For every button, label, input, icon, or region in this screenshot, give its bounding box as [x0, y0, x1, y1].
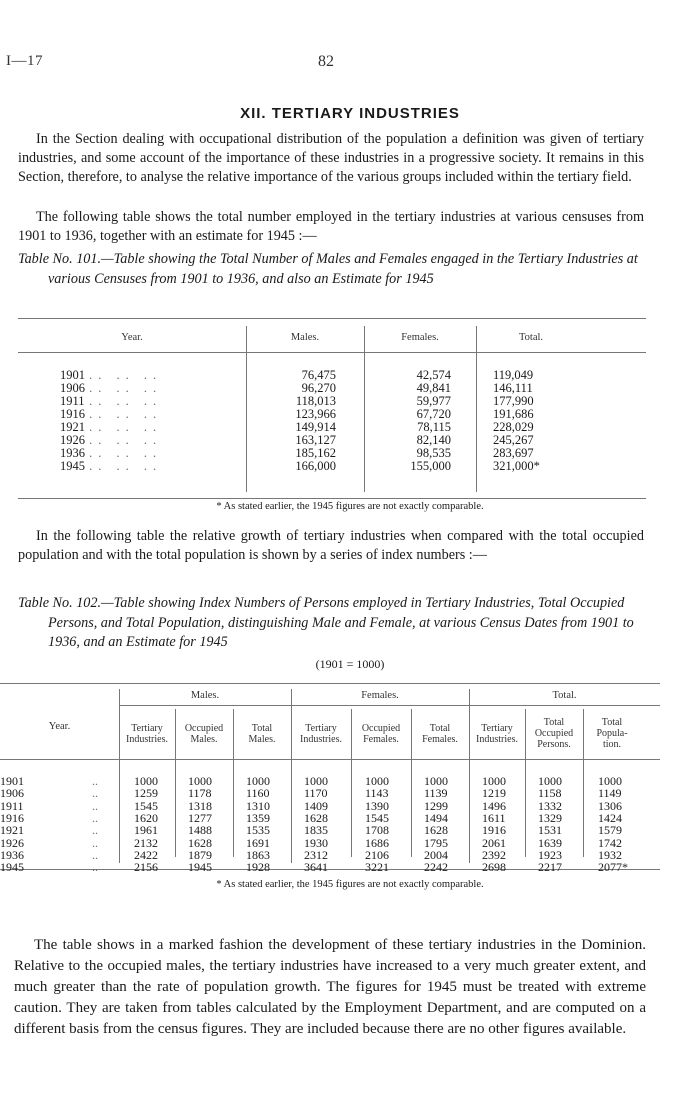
year-cell: 1926 [0, 835, 24, 850]
subheader-occupied-females: Occupied Females. [361, 723, 401, 745]
index-cell: 1219 [482, 786, 506, 801]
index-cell: 1329 [538, 810, 562, 825]
year-cell: 1906 [0, 786, 24, 801]
year-cell: 1901 [60, 368, 85, 382]
index-cell: 1306 [598, 798, 622, 813]
index-cell: 1863 [246, 847, 270, 862]
index-cell: 1932 [598, 847, 622, 862]
index-cell: 1170 [304, 786, 328, 801]
index-cell: 1390 [365, 798, 389, 813]
total-cell: 283,697 [493, 446, 534, 460]
index-cell: 1611 [482, 810, 506, 825]
subheader-total-population: Total Popula- tion. [596, 717, 628, 750]
index-cell: 2132 [134, 835, 158, 850]
table-101: Year. Males. Females. Total. 1901 .. .. .. 76,475 42,574 119,049 1906 .. .. .. 96,270 49,841 146,111 1911 .. .. .. 118,013 59,977 177,990 1916 .. .. .. 123,966 67,720 191,686 1921 .. .. .. 149,914 78,115 228,029 1926 .. .. .. 163,127 82,140 245,267 1936 .. .. .. 185,162 98,535 283,697 1945 .. .. .. 166,000 155,000 321,000* [18, 318, 646, 510]
index-cell: 2392 [482, 847, 506, 862]
table-102-caption-text: Table No. 102.—Table showing Index Numbers of Persons employed in Tertiary Industries, Total Occupied Persons, and Total Population, distinguishing Male and Female, at various Census Dates from 1901 to 1936, and an Estimate for 1945 [18, 595, 634, 650]
index-cell: 1000 [538, 774, 562, 788]
table-102-caption [18, 594, 646, 653]
index-cell: 1628 [188, 835, 212, 850]
males-cell: 163,127 [295, 433, 336, 447]
total-cell: 191,686 [493, 407, 534, 421]
index-cell: 1000 [482, 774, 506, 788]
index-cell: 1496 [482, 798, 506, 813]
table-102: Year. Males. Females. Total. Tertiary Industries. Occupied Males. Total Males. Tertiary Industries. Occupied Females. Total Females. Tertiary Industries. Total Occupied Persons. Total Popula- tion. 1901 .. 1000 1000 1000 1000 1000 1000 1000 1000 1000 1906 .. 1259 1178 1160 1170 1143 1139 1219 1158 1149 1911 .. 1545 1318 1310 1409 1390 1299 1496 1332 1306 1916 .. 1620 1277 1359 1628 1545 1494 1611 1329 1424 1921 .. 1961 1488 1535 1835 1708 1628 1916 1531 1579 1926 .. 2132 1628 1691 1930 1686 1795 2061 1639 1742 1936 .. 2422 1879 1863 2312 2106 2004 2392 1923 1932 1945 .. 2156 1945 1928 3641 3221 2242 2698 2217 2077* [0, 683, 660, 873]
index-cell: 1639 [538, 835, 562, 850]
index-cell: 1961 [134, 823, 158, 838]
year-cell: 1936 [0, 847, 24, 862]
index-cell: 1535 [246, 823, 270, 838]
females-cell: 42,574 [416, 368, 451, 382]
year-cell: 1916 [60, 407, 85, 421]
index-cell: 2156 [134, 860, 158, 875]
index-cell: 2312 [304, 847, 328, 862]
total-cell: 321,000* [493, 459, 540, 473]
index-cell: 1424 [598, 810, 622, 825]
subheader-total-males: Total Males. [248, 723, 276, 745]
index-cell: 1143 [365, 786, 389, 801]
index-cell: 3641 [304, 860, 328, 875]
index-cell: 1000 [598, 774, 622, 788]
subheader-occupied-males: Occupied Males. [184, 723, 224, 745]
year-cell: 1936 [60, 446, 85, 460]
females-cell: 49,841 [416, 381, 451, 395]
index-cell: 1000 [188, 774, 212, 788]
females-cell: 78,115 [417, 420, 451, 434]
index-cell: 1494 [424, 810, 448, 825]
index-cell: 1277 [188, 810, 212, 825]
year-cell: 1906 [60, 381, 85, 395]
males-cell: 166,000 [295, 459, 336, 473]
index-cell: 1000 [134, 774, 158, 788]
index-intro-paragraph: In the following table the relative growth of tertiary industries when compared with the total occupied population and with the total population is shown by a series of index numbers :— [18, 528, 644, 563]
index-cell: 2242 [424, 860, 448, 875]
index-cell: 1879 [188, 847, 212, 862]
index-cell: 2077* [598, 860, 628, 875]
index-cell: 1139 [424, 786, 448, 801]
males-cell: 185,162 [295, 446, 336, 460]
index-cell: 1742 [598, 835, 622, 850]
table-101-header-total: Total. [518, 332, 544, 343]
index-cell: 1579 [598, 823, 622, 838]
index-cell: 1628 [424, 823, 448, 838]
index-cell: 1000 [365, 774, 389, 788]
table-101-caption [18, 250, 646, 289]
year-cell: 1921 [60, 420, 85, 434]
males-cell: 149,914 [295, 420, 336, 434]
index-cell: 3221 [365, 860, 389, 875]
index-cell: 2698 [482, 860, 506, 875]
index-cell: 1488 [188, 823, 212, 838]
index-cell: 1545 [134, 798, 158, 813]
females-cell: 82,140 [416, 433, 451, 447]
males-cell: 96,270 [301, 381, 336, 395]
index-cell: 2004 [424, 847, 448, 862]
total-cell: 119,049 [493, 368, 534, 382]
females-cell: 67,720 [416, 407, 451, 421]
section-title: XII. TERTIARY INDUSTRIES [240, 105, 460, 122]
total-cell: 146,111 [493, 381, 533, 395]
year-cell: 1901 [0, 774, 24, 788]
intro-paragraph: In the Section dealing with occupational distribution of the population a definition was given of tertiary industries, and some account of the importance of these industries in a progressive society. It remains in this Section, therefore, to analyse the relative importance of the various groups included within the tertiary field. [18, 131, 644, 185]
year-cell: 1926 [60, 433, 85, 447]
index-cell: 1299 [424, 798, 448, 813]
index-cell: 1545 [365, 810, 389, 825]
index-cell: 1928 [246, 860, 270, 875]
index-cell: 1409 [304, 798, 328, 813]
year-cell: 1945 [60, 459, 85, 473]
index-cell: 1923 [538, 847, 562, 862]
index-cell: 1795 [424, 835, 448, 850]
index-cell: 1620 [134, 810, 158, 825]
index-cell: 2061 [482, 835, 506, 850]
index-cell: 2422 [134, 847, 158, 862]
subheader-tertiary-males: Tertiary Industries. [126, 723, 168, 745]
index-cell: 1000 [424, 774, 448, 788]
females-cell: 155,000 [410, 459, 451, 473]
index-cell: 1531 [538, 823, 562, 838]
index-cell: 1259 [134, 786, 158, 801]
index-cell: 1708 [365, 823, 389, 838]
index-cell: 1000 [304, 774, 328, 788]
index-cell: 1835 [304, 823, 328, 838]
index-cell: 1945 [188, 860, 212, 875]
females-cell: 98,535 [416, 446, 451, 460]
year-cell: 1945 [0, 860, 24, 875]
table-101-header-year: Year. [121, 332, 143, 343]
subheader-total-occupied-persons: Total Occupied Persons. [534, 717, 574, 750]
index-cell: 2106 [365, 847, 389, 862]
subheader-total-females: Total Females. [422, 723, 458, 745]
year-cell: 1911 [60, 394, 85, 408]
table-102-group-females: Females. [361, 690, 399, 701]
table-intro-paragraph: The following table shows the total number employed in the tertiary industries at various censuses from 1901 to 1936, together with an estimate for 1945 :— [18, 209, 644, 244]
table-101-header-males: Males. [290, 332, 320, 343]
total-cell: 245,267 [493, 433, 534, 447]
conclusion-paragraph: The table shows in a marked fashion the development of these tertiary industries in the Dominion. Relative to the occupied males, the tertiary industries have increased to a very much greater extent, and much greater than the rate of population growth. The figures for 1945 must be treated with extreme caution. They are taken from tables calculated by the Employment Department, and are computed on a different basis from the census figures. They are included because there are no other figures available. [14, 937, 646, 1037]
index-cell: 1930 [304, 835, 328, 850]
table-102-footnote: * As stated earlier, the 1945 figures are not exactly comparable. [216, 879, 484, 890]
table-102-base-note: (1901 = 1000) [315, 657, 385, 671]
table-102-header-year: Year. [48, 721, 71, 732]
males-cell: 118,013 [295, 394, 336, 408]
index-cell: 2217 [538, 860, 562, 875]
year-cell: 1921 [0, 823, 24, 838]
year-cell: 1916 [0, 810, 24, 825]
index-cell: 1686 [365, 835, 389, 850]
table-102-group-total: Total. [552, 690, 577, 701]
index-cell: 1160 [246, 786, 270, 801]
table-101-footnote: * As stated earlier, the 1945 figures are not exactly comparable. [216, 501, 484, 512]
table-102-group-males: Males. [190, 690, 220, 701]
subheader-tertiary-total: Tertiary Industries. [476, 723, 518, 745]
subheader-tertiary-females: Tertiary Industries. [300, 723, 342, 745]
males-cell: 123,966 [295, 407, 336, 421]
index-cell: 1158 [538, 786, 562, 801]
table-101-header-females: Females. [401, 332, 439, 343]
year-cell: 1911 [0, 798, 24, 813]
table-101-caption-text: Table No. 101.—Table showing the Total Number of Males and Females engaged in the Tertiary Industries at various Censuses from 1901 to 1936, and also an Estimate for 1945 [18, 251, 638, 287]
males-cell: 76,475 [301, 368, 336, 382]
page-number: 82 [318, 53, 334, 70]
index-cell: 1178 [188, 786, 212, 801]
total-cell: 177,990 [493, 394, 534, 408]
index-cell: 1359 [246, 810, 270, 825]
index-cell: 1332 [538, 798, 562, 813]
total-cell: 228,029 [493, 420, 534, 434]
index-cell: 1628 [304, 810, 328, 825]
females-cell: 59,977 [416, 394, 451, 408]
index-cell: 1318 [188, 798, 212, 813]
index-cell: 1310 [246, 798, 270, 813]
index-cell: 1000 [246, 774, 270, 788]
index-cell: 1149 [598, 786, 622, 801]
index-cell: 1916 [482, 823, 506, 838]
index-cell: 1691 [246, 835, 270, 850]
page-id: I—17 [6, 53, 43, 69]
